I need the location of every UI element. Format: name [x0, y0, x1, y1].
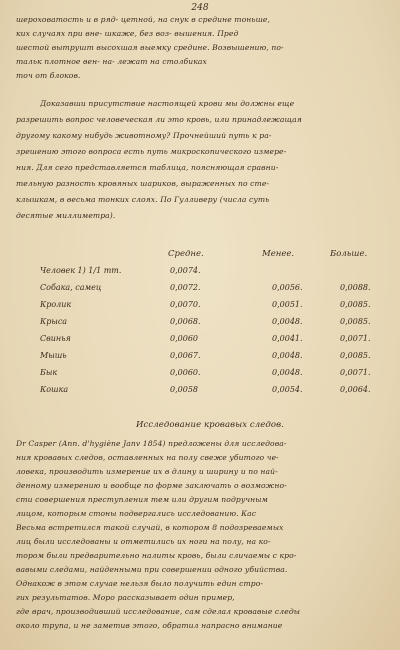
table-row — [0, 317, 400, 331]
table-row — [0, 385, 400, 399]
text-line: сти совершения преступления тем или другим подручным — [16, 495, 268, 504]
animal-name: Кошка — [40, 385, 69, 394]
value-mid: 0,0060. — [170, 368, 201, 377]
text-line: ких случаях при вне- шкаже, без воз- вышения. Пред — [16, 29, 239, 38]
value-mid: 0,0074. — [170, 266, 201, 275]
text-line: тором были предварительно налиты кровь, были сличаемы с кро- — [16, 551, 297, 560]
text-line: клышкам, в весьма тонких слоях. По Гулливеру (числа суть — [16, 195, 270, 204]
value-max: 0,0071. — [340, 368, 371, 377]
text-line: шестой вытрушт высохшая выемку средине. Возвышению, по- — [16, 43, 284, 52]
value-max: 0,0085. — [340, 351, 371, 360]
value-max: 0,0071. — [340, 334, 371, 343]
text-line: Однакож в этом случае нельзя было получить един стро- — [16, 579, 264, 588]
table-row — [0, 266, 400, 280]
table-row — [0, 334, 400, 348]
table-row — [0, 351, 400, 365]
text-line: десятые миллиметра). — [16, 211, 116, 220]
column-header-min: Менее. — [262, 249, 295, 259]
animal-name: Свинья — [40, 334, 71, 343]
text-line: Доказавши присутствие настоящей крови мы должны еще — [40, 99, 295, 108]
text-line: лицом, которым стоны подвергались исследованию. Кас — [16, 509, 257, 518]
text-line: тельную разность кровяных шариков, выраженных по сте- — [16, 179, 270, 188]
table-header — [0, 249, 400, 263]
text-line: Dr Casper (Ann. d'hygiène Janv 1854) предложены для исследова- — [16, 439, 287, 448]
text-line: Весьма встретился такой случай, в котором 8 подозреваемых — [16, 523, 284, 532]
section-heading: Исследование кровавых следов. — [136, 420, 284, 430]
text-line: лиц были исследованы и отметились их ноги на полу, на ко- — [16, 537, 271, 546]
text-line: тальк плотное вен- на- лежат на столбиках — [16, 57, 207, 66]
text-line: вавыми следами, найденными при совершении одного убийства. — [16, 565, 288, 574]
value-max: 0,0085. — [340, 300, 371, 309]
value-min: 0,0041. — [272, 334, 303, 343]
page-number: 248 — [191, 3, 209, 13]
animal-name: Бык — [40, 368, 58, 377]
value-max: 0,0085. — [340, 317, 371, 326]
animal-name: Человек 1) 1/1 mm. — [40, 266, 122, 275]
value-min: 0,0048. — [272, 317, 303, 326]
text-line: разрешить вопрос человеческая ли это кровь, или принадлежащая — [16, 115, 302, 124]
value-mid: 0,0058 — [170, 385, 198, 394]
table-row — [0, 368, 400, 382]
value-min: 0,0048. — [272, 368, 303, 377]
value-mid: 0,0068. — [170, 317, 201, 326]
animal-name: Кролик — [40, 300, 72, 309]
text-line: около трупа, и не заметив этого, обратил напрасно внимание — [16, 621, 283, 630]
value-mid: 0,0072. — [170, 283, 201, 292]
text-line: денному измерению и вообще по форме заключать о возможно- — [16, 481, 287, 490]
value-max: 0,0064. — [340, 385, 371, 394]
animal-name: Крыса — [40, 317, 68, 326]
value-min: 0,0054. — [272, 385, 303, 394]
value-min: 0,0056. — [272, 283, 303, 292]
table-row — [0, 300, 400, 314]
text-line: ния кровавых следов, оставленных на полу свеже убитого че- — [16, 453, 279, 462]
value-min: 0,0048. — [272, 351, 303, 360]
text-line: гих результатов. Моро рассказывает один пример, — [16, 593, 235, 602]
column-header-mid: Средне. — [168, 249, 204, 259]
text-line: точ от блоков. — [16, 71, 81, 80]
value-mid: 0,0067. — [170, 351, 201, 360]
value-min: 0,0051. — [272, 300, 303, 309]
text-line: где врач, производивший исследование, сам сделал кровавые следы — [16, 607, 301, 616]
text-line: ловека, производить измерение их в длину и ширину и по най- — [16, 467, 278, 476]
text-line: зрешению этого вопроса есть путь микроскопического измере- — [16, 147, 287, 156]
value-mid: 0,0070. — [170, 300, 201, 309]
animal-name: Мышь — [40, 351, 67, 360]
text-line: ния. Для сего представляется таблица, поясняющая сравни- — [16, 163, 279, 172]
text-line: другому какому нибудь животному? Прочнейший путь к ра- — [16, 131, 272, 140]
value-mid: 0,0060 — [170, 334, 198, 343]
animal-name: Собака, самец — [40, 283, 102, 292]
column-header-max: Больше. — [330, 249, 368, 259]
text-line: шероховатость и в ряд- цетной, на снук в средине тоньше, — [16, 15, 271, 24]
value-max: 0,0088. — [340, 283, 371, 292]
table-row — [0, 283, 400, 297]
